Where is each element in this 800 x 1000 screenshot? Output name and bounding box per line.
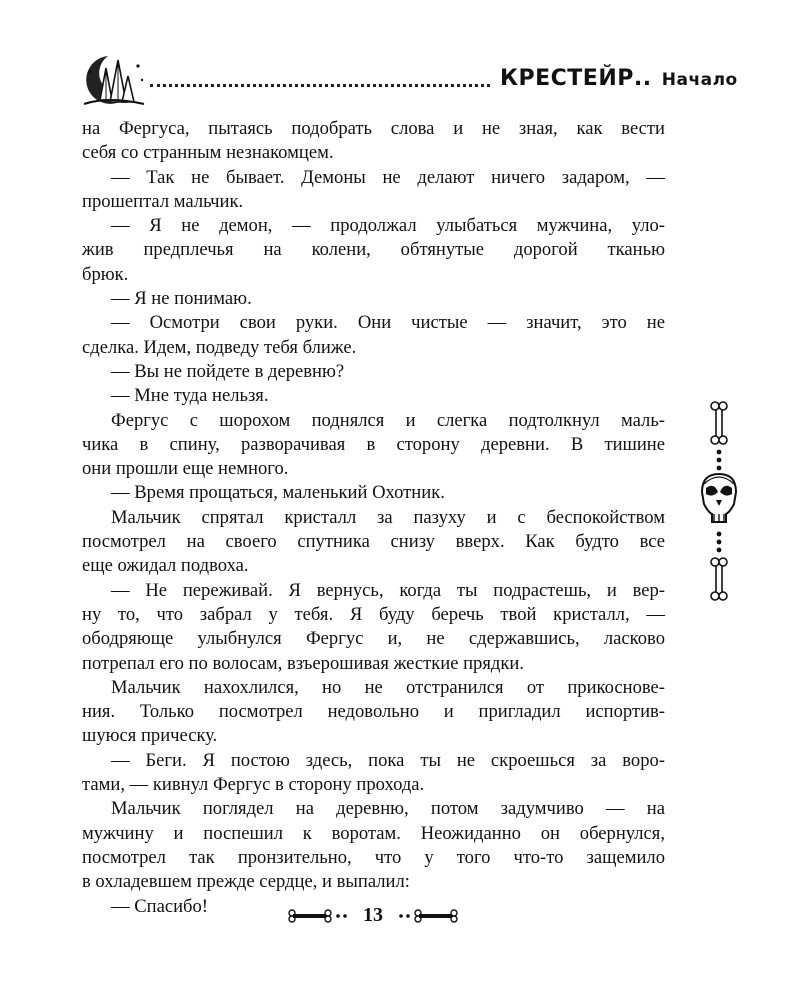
text-line: еще ожидал подвоха. (82, 555, 249, 577)
book-title (500, 66, 738, 91)
text-line: жив предплечья на колени, обтянутые дорогой тканью (82, 239, 665, 261)
text-line: — Я не демон, — продолжал улыбаться мужчина, уло- (111, 215, 665, 237)
text-line: в охладевшем прежде сердце, и выпалил: (82, 871, 410, 893)
text-line: чика в спину, разворачивая в сторону деревни. В тишине (82, 433, 665, 455)
text-line: Мальчик нахохлился, но не отстранился от прикоснове- (111, 676, 665, 698)
text-line: — Беги. Я постою здесь, пока ты не скроешься за воро- (111, 749, 665, 771)
text-line: шуюся прическу. (82, 725, 218, 747)
text-line: себя со странным незнакомцем. (82, 142, 334, 164)
text-line: сделка. Идем, подведу тебя ближе. (82, 336, 357, 358)
text-line: прошептал мальчик. (82, 190, 244, 212)
text-line: они прошли еще немного. (82, 458, 289, 480)
text-line: на Фергуса, пытаясь подобрать слова и не зная, как вести (82, 118, 665, 139)
book-subtitle: Начало (661, 70, 738, 90)
text-line: — Спасибо! (111, 895, 208, 917)
text-line: — Время прощаться, маленький Охотник. (111, 482, 445, 504)
text-line: — Осмотри свои руки. Они чистые — значит, это не (111, 312, 665, 334)
text-line: — Вы не пойдете в деревню? (111, 360, 345, 382)
text-line: посмотрел на своего спутника снизу вверх. Как будто все (82, 531, 665, 553)
moon-crystal-emblem-icon (78, 50, 148, 108)
text-line: ния. Только посмотрел недовольно и пригладил испортив- (82, 701, 665, 723)
text-line: — Так не бывает. Демоны не делают ничего задаром, — (111, 166, 665, 188)
text-line: — Я не понимаю. (111, 288, 252, 310)
text-line: Мальчик спрятал кристалл за пазуху и с беспокойством (111, 506, 665, 528)
text-line: брюк. (82, 263, 129, 285)
page-number: 13 (363, 904, 383, 926)
text-line: мужчину и поспешил к воротам. Неожиданно он обернулся, (82, 822, 665, 844)
running-header (0, 0, 800, 120)
text-line: ну то, что забрал у тебя. Я буду беречь твой кристалл, — (82, 603, 665, 625)
text-line: Мальчик поглядел на деревню, потом задумчиво — на (111, 798, 665, 820)
skull-bone-ornament-icon (694, 400, 744, 610)
dotted-leader (150, 84, 490, 87)
text-line: потрепал его по волосам, взъерошивая жесткие прядки. (82, 652, 524, 674)
text-line: — Мне туда нельзя. (111, 385, 269, 407)
book-title-text: КРЕСТЕЙР.. (500, 66, 652, 91)
bone-ornament-icon (398, 909, 458, 923)
text-line: — Не переживай. Я вернусь, когда ты подрастешь, и вер- (111, 579, 665, 601)
bone-ornament-icon (288, 909, 348, 923)
text-line: ободряюще улыбнулся Фергус и, не сдержавшись, ласково (82, 628, 665, 650)
page-body-text (82, 117, 665, 919)
page-footer (0, 900, 800, 930)
text-line: Фергус с шорохом поднялся и слегка подтолкнул маль- (111, 409, 665, 431)
text-line: посмотрел так пронзительно, что у того что-то защемило (82, 846, 665, 868)
text-line: тами, — кивнул Фергус в сторону прохода. (82, 774, 425, 796)
